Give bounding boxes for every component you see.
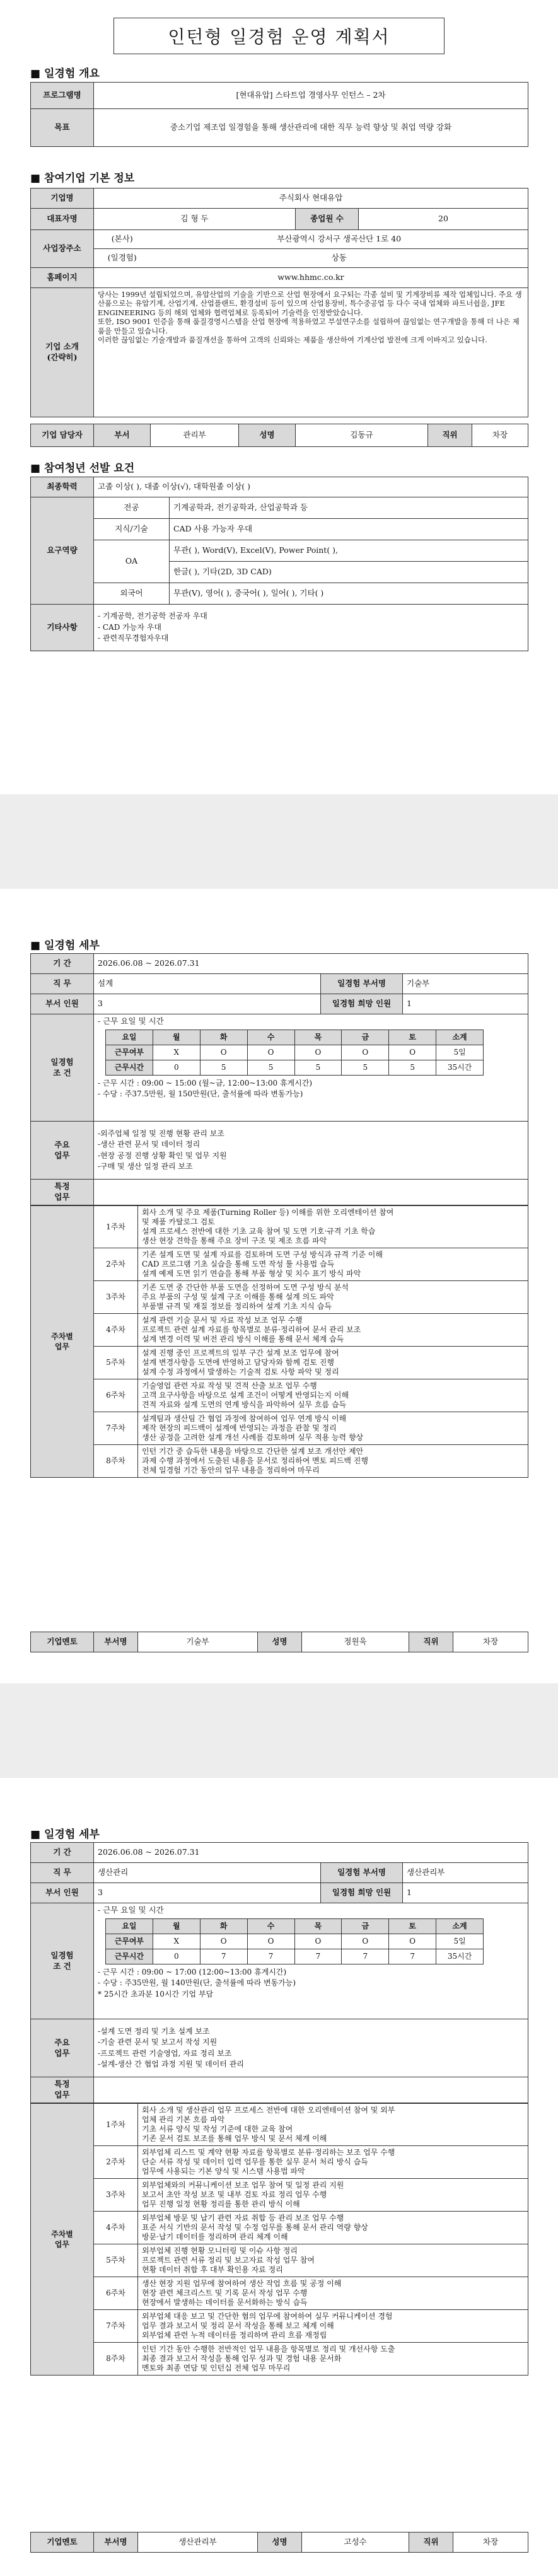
hq-value: 부산광역시 강서구 생곡산단 1로 40 [151,230,528,249]
ceo-label: 대표자명 [31,209,94,230]
week-number: 2주차 [94,2146,138,2179]
mentor-table-2 [30,2532,528,2553]
oa-label: OA [94,540,170,583]
week-task-item: 주요 부품의 구성 및 설계 구조 이해를 통해 설계 의도 파악 [142,1292,334,1301]
youth-heading: ■ 참여청년 선발 요건 [30,459,134,475]
schedule-table [105,1030,484,1076]
page-gap [0,1683,558,1778]
homepage-label: 홈페이지 [31,268,94,288]
hope-label: 일경험 희망 인원 [321,1883,403,1903]
week-task-item: 현황 데이터 취합 후 대부 확인용 자료 정리 [142,2265,283,2274]
week-task-item: 설계팀과 생산팀 간 협업 과정에 참여하여 업무 연계 방식 이해 [142,1414,347,1423]
mentor-label: 기업멘토 [31,2532,94,2553]
sched-head: 소계 [436,1030,484,1045]
mentor-dept-label: 부서명 [94,1632,138,1652]
week-task-item: 설계 변경 이력 및 버전 관리 방식 이해를 통해 문서 체계 습득 [142,1335,344,1343]
week-task-item: 설계 진행 중인 프로젝트의 일부 구간 설계 보조 업무에 참여 [142,1349,339,1357]
week-tasks [138,2310,528,2343]
company-table [30,188,528,417]
week-task-item: 방문·납기 데이터를 정리하며 관리 체계 이해 [142,2232,288,2241]
sched-work-label: 근무여부 [106,1045,153,1060]
week-task-item: 단순 서류 작성 및 데이터 입력 업무를 통한 실무 문서 처리 방식 습득 [142,2157,368,2166]
sched-title: - 근무 요일 및 시간 [98,1016,164,1026]
mentor-title-value: 차장 [453,1632,528,1652]
week-task-item: 업무에 사용되는 기본 양식 및 시스템 사용법 파악 [142,2167,305,2176]
week-number: 8주차 [94,2343,138,2376]
week-number: 6주차 [94,2277,138,2310]
schedule-table [105,1918,484,1964]
week-task-item: 외부업체 관련 누적 데이터를 정리하며 관리 흐름 재정립 [142,2331,327,2340]
oa-value-2: 한글( ), 기타(2D, 3D CAD) [170,562,528,583]
mentor-name-value: 고성수 [302,2532,409,2553]
week-task-item: 인턴 기간 동안 수행한 전반적인 업무 내용을 항목별로 정리 및 개선사항 도출 [142,2345,395,2353]
sched-cell: 35시간 [436,1060,484,1075]
week-tasks [138,2104,528,2146]
week-task-item: 설계 관련 기술 문서 및 자료 작성 보조 업무 수행 [142,1316,303,1325]
week-task-item: 부품별 규격 및 재질 정보를 정리하여 설계 기초 지식 습득 [142,1302,332,1311]
week-task-item: 현장 관련 체크리스트 및 기록 문서 작성 업무 수행 [142,2289,308,2297]
week-task-item: 인턴 기간 중 습득한 내용을 바탕으로 간단한 설계 보조 개선안 제안 [142,1447,364,1456]
sched-cell: 5 [389,1060,436,1075]
sched-cell: 0 [153,1949,200,1964]
sched-head: 수 [247,1030,294,1045]
sched-cell: 7 [342,1949,389,1964]
sched-cell: 35시간 [436,1949,484,1964]
week-task-item: 생산 현장 견학을 통해 주요 장비 구조 및 제조 흐름 파악 [142,1236,327,1245]
week-task-item: 회사 소개 및 생산관리 업무 프로세스 전반에 대한 오리엔테이션 참여 및 외부 [142,2106,395,2115]
hope-label: 일경험 희망 인원 [321,994,403,1014]
duty-value: 설계 [94,974,321,994]
mentor-dept-label: 부서명 [94,2532,138,2553]
sched-note: - 수당 : 주35만원, 월 140만원(단, 출석률에 따라 변동가능) [98,1978,296,1988]
week-task-item: 기술영업 관련 자료 작성 및 견적 산출 보조 업무 수행 [142,1381,317,1390]
sched-cell: 7 [294,1949,342,1964]
mentor-dept-value: 기술부 [138,1632,258,1652]
task-item: -외주업체 일정 및 진행 현황 관리 보조 [98,1128,224,1138]
duty-label: 직 무 [31,1863,94,1883]
week-task-item: 외부업체 방문 및 납기 관련 자료 취합 등 관리 보조 업무 수행 [142,2213,344,2222]
sched-cell: O [342,1934,389,1949]
skill-label: 지식/기술 [94,519,170,540]
week-number: 5주차 [94,1347,138,1379]
page-1 [0,0,558,794]
task-item: -프로젝트 관련 기술영업, 자료 정리 보조 [98,2048,232,2058]
site-label: (일경험) [94,249,151,268]
week-tasks [138,2212,528,2244]
sched-head: 화 [200,1030,247,1045]
sched-note: - 수당 : 주37.5만원, 월 150만원(단, 출석률에 따라 변동가능) [98,1089,303,1099]
week-task-item: 업무 진행 일정 현황 정리를 통한 관리 방식 이해 [142,2200,300,2208]
dept-label: 일경험 부서명 [321,1863,403,1883]
sched-cell: 5일 [436,1045,484,1060]
sched-head: 목 [294,1030,342,1045]
hope-value: 1 [403,1883,528,1903]
detail-heading-1: ■ 일경험 세부 [30,936,100,952]
contact-person-label: 성명 [239,424,296,447]
employees-label: 종업원 수 [296,209,359,230]
sched-head: 월 [153,1030,200,1045]
week-tasks [138,1314,528,1347]
week-task-item: 현장에서 발생하는 데이터를 문서화하는 방식 습득 [142,2298,308,2307]
major-value: 기계공학과, 전기공학과, 산업공학과 등 [170,497,528,519]
sched-head: 토 [389,1030,436,1045]
sched-head: 월 [153,1918,200,1934]
company-contact-table [30,424,528,447]
overview-table [30,82,528,147]
week-task-item: 설계 프로세스 전반에 대한 기초 교육 참여 및 도면 기호·규격 기초 학습 [142,1227,376,1236]
contact-dept-label: 부서 [94,424,151,447]
week-task-item: 생산 공정을 고려한 설계 개선 사례를 검토하며 실무 적용 능력 향상 [142,1433,364,1442]
week-task-item: 기존 문서 검토 보조를 통해 업무 방식 및 문서 체계 이해 [142,2134,327,2143]
req-label: 요구역량 [31,497,94,605]
sched-head: 요일 [106,1918,153,1934]
sched-head: 목 [294,1918,342,1934]
week-task-item: 제작 현장의 피드백이 설계에 반영되는 과정을 관찰 및 정리 [142,1424,337,1432]
sched-cell: X [153,1934,200,1949]
week-task-item: 고객 요구사항을 바탕으로 설계 조건이 어떻게 반영되는지 이해 [142,1391,349,1400]
address-label: 사업장주소 [31,230,94,268]
special-value [94,1180,528,1205]
week-tasks [138,2146,528,2179]
duty-value: 생산관리 [94,1863,321,1883]
week-number: 2주차 [94,1248,138,1281]
sched-cell: 5 [294,1060,342,1075]
sched-title: - 근무 요일 및 시간 [98,1905,164,1915]
week-number: 5주차 [94,2244,138,2277]
week-task-item: 기존 설계 도면 및 설계 자료를 검토하며 도면 구성 방식과 규격 기준 이해 [142,1250,383,1259]
dept-value: 기술부 [403,974,528,994]
sched-cell: O [200,1934,247,1949]
tasks-label: 주요 업무 [31,2019,94,2077]
contact-label: 기업 담당자 [31,424,94,447]
week-task-item: 프로젝트 관련 설계 자료를 항목별로 분류·정리하여 문서 관리 보조 [142,1325,361,1334]
sched-cell [94,1903,528,2019]
company-name-value: 주식회사 현대유압 [94,189,528,209]
week-task-item: 보고서 초안 작성 보조 및 내부 검토 자료 정리 업무 수행 [142,2190,327,2199]
etc-item: - 기계공학, 전기공학 전공자 우대 [98,612,207,621]
sched-hours-label: 근무시간 [106,1060,153,1075]
week-task-item: CAD 프로그램 기초 실습을 통해 도면 작성 툴 사용법 습득 [142,1260,335,1268]
lang-label: 외국어 [94,583,170,605]
duty-label: 직 무 [31,974,94,994]
etc-item: - CAD 가능자 우대 [98,622,161,632]
count-value: 3 [94,1883,321,1903]
week-number: 3주차 [94,2179,138,2212]
week-tasks [138,1281,528,1314]
week-tasks [138,1412,528,1445]
week-tasks [138,1445,528,1478]
mentor-title-label: 직위 [409,1632,453,1652]
week-task-item: 최종 결과 보고서 작성을 통해 업무 성과 및 경험 내용 문서화 [142,2354,342,2363]
week-number: 3주차 [94,1281,138,1314]
week-task-item: 업체 관리 기본 흐름 파악 [142,2115,225,2124]
week-task-item: 업무 결과 보고서 및 정리 문서 작성을 통해 보고 체계 이해 [142,2321,334,2330]
count-value: 3 [94,994,321,1014]
lang-value: 무관(V), 영어( ), 중국어( ), 일어( ), 기타( ) [170,583,528,605]
week-task-item: 전체 일경험 기간 동안의 업무 내용을 정리하여 마무리 [142,1466,320,1475]
sched-note: * 25시간 초과분 10시간 기업 부담 [98,1989,214,1999]
week-number: 8주차 [94,1445,138,1478]
goal-value: 중소기업 제조업 일경험을 통해 생산관리에 대한 직무 능력 향상 및 취업 역량 강화 [94,109,528,147]
sched-cell: 7 [389,1949,436,1964]
week-task-item: 설계 변경사항을 도면에 반영하고 담당자와 함께 검토 진행 [142,1358,334,1367]
special-label: 특정 업무 [31,2077,94,2103]
dept-value: 생산관리부 [403,1863,528,1883]
contact-title-value: 차장 [472,424,528,447]
week-tasks [138,2244,528,2277]
week-task-item: 견적 자료와 설계 도면의 연계 방식을 파악하여 실무 흐름 습득 [142,1400,347,1409]
edu-value: 고졸 이상( ), 대졸 이상(√), 대학원졸 이상( ) [94,477,528,497]
sched-cell: 7 [247,1949,294,1964]
edu-label: 최종학력 [31,477,94,497]
contact-dept-value: 관리부 [151,424,239,447]
employees-value: 20 [359,209,528,230]
week-tasks [138,2179,528,2212]
document-title: 인턴형 일경험 운영 계획서 [113,18,445,54]
hq-label: (본사) [94,230,151,249]
week-task-item: 설계 수정 과정에서 발생하는 기술적 검토 사항 파악 및 정리 [142,1367,339,1376]
sched-cell: O [247,1045,294,1060]
sched-cell: O [389,1045,436,1060]
mentor-title-value: 차장 [453,2532,528,2553]
sched-head: 수 [247,1918,294,1934]
sched-cell: O [389,1934,436,1949]
special-value [94,2077,528,2103]
period-label: 기 간 [31,1843,94,1863]
sched-head: 소계 [436,1918,484,1934]
contact-title-label: 직위 [428,424,472,447]
week-number: 7주차 [94,1412,138,1445]
page-gap [0,794,558,889]
week-number: 1주차 [94,2104,138,2146]
task-item: -구매 및 생산 일정 관리 보조 [98,1161,193,1171]
week-number: 1주차 [94,1206,138,1248]
task-item: -기술 관련 문서 및 보고서 작성 지원 [98,2038,218,2047]
sched-cell: O [247,1934,294,1949]
week-number: 4주차 [94,1314,138,1347]
skill-value: CAD 사용 가능자 우대 [170,519,528,540]
homepage-value: www.hhmc.co.kr [94,268,528,288]
sched-head: 화 [200,1918,247,1934]
page-2 [0,889,558,1683]
site-value: 상동 [151,249,528,268]
sched-cell: O [294,1934,342,1949]
week-task-item: 외부업체 리스트 및 계약 현황 자료를 항목별로 분류·정리하는 보조 업무 수행 [142,2148,395,2157]
week-task-item: 멘토와 최종 면담 및 인턴십 전체 업무 마무리 [142,2364,291,2372]
overview-heading: ■ 일경험 개요 [30,64,100,80]
intro-label: 기업 소개 (간략히) [31,288,94,417]
period-value: 2026.06.08 ~ 2026.07.31 [94,954,528,974]
weekly-label: 주차별 업무 [31,2104,94,2376]
week-task-item: 설계 예제 도면 읽기 연습을 통해 부품 형상 및 치수 표기 방식 파악 [142,1269,361,1278]
weekly-table-2 [30,2103,528,2376]
week-task-item: 기존 도면 중 간단한 부품 도면을 선정하여 도면 구성 방식 분석 [142,1283,349,1292]
week-tasks [138,1347,528,1379]
sched-cell: O [342,1045,389,1060]
week-tasks [138,2277,528,2310]
plan-table-2 [30,1842,528,2103]
sched-head: 금 [342,1030,389,1045]
sched-hours-label: 근무시간 [106,1949,153,1964]
count-label: 부서 인원 [31,1883,94,1903]
contact-person-value: 김동규 [296,424,428,447]
company-heading: ■ 참여기업 기본 정보 [30,169,134,185]
sched-head: 토 [389,1918,436,1934]
intro-value: 당사는 1999년 설립되었으며, 유압산업의 기술을 기반으로 산업 현장에서 요구되는 각종 설비 및 기계장비류 제작 업체입니다. 주요 생산품으로는 유압기계, 산업기계, 산업플랜트, 환경설비 등이 있으며 산업용장비, 특수중공업 등 다수 국내 업체와 파트너쉽을, JFE ENGINEERING 등의 해외 업체와 협력업체로 등록되어 기술력을 인정받았습니다. 또한, ISO 9001 인증을 통해 품질경영시스템을 산업 현장에 적용하였고 부설연구소를 설립하여 끊임없는 연구개발을 통해 더 나은 제품을 만들고 있습니다. 이러한 끊임없는 기술개발과 품질개선을 통하여 고객의 신뢰와는 제품을 생산하여 기계산업 발전에 크게 이바지고 있습니다. [94,288,528,417]
period-value: 2026.06.08 ~ 2026.07.31 [94,1843,528,1863]
tasks-list [94,2019,528,2077]
week-task-item: 외부업체 진행 현황 모니터링 및 이슈 사항 정리 [142,2246,298,2255]
week-task-item: 프로젝트 관련 서류 정리 및 보고자료 작성 업무 참여 [142,2256,315,2265]
mentor-name-label: 성명 [258,1632,302,1652]
special-label: 특정 업무 [31,1180,94,1205]
major-label: 전공 [94,497,170,519]
plan-table-1 [30,953,528,1205]
week-task-item: 기초 서류 양식 및 작성 기준에 대한 교육 참여 [142,2125,293,2133]
dept-label: 일경험 부서명 [321,974,403,994]
sched-label: 일경험 조 건 [31,1014,94,1122]
mentor-table-1 [30,1632,528,1652]
task-item: -설계-생산 간 협업 과정 지원 및 데이터 관리 [98,2059,244,2068]
week-number: 4주차 [94,2212,138,2244]
weekly-label: 주차별 업무 [31,1206,94,1478]
sched-cell [94,1014,528,1122]
sched-cell: O [200,1045,247,1060]
oa-value-1: 무관( ), Word(V), Excel(V), Power Point( ), [170,540,528,562]
sched-head: 금 [342,1918,389,1934]
sched-note: - 근무 시간 : 09:00 ~ 17:00 (12:00~13:00 휴게시간) [98,1967,287,1976]
sched-head: 요일 [106,1030,153,1045]
task-item: -생산 관련 문서 및 데이터 정리 [98,1140,201,1149]
mentor-name-label: 성명 [258,2532,302,2553]
page-3 [0,1778,558,2576]
mentor-dept-value: 생산관리부 [138,2532,258,2553]
mentor-name-value: 정원욱 [302,1632,409,1652]
detail-heading-2: ■ 일경험 세부 [30,1825,100,1841]
sched-cell: 5 [342,1060,389,1075]
sched-work-label: 근무여부 [106,1934,153,1949]
goal-label: 목표 [31,109,94,147]
sched-cell: X [153,1045,200,1060]
program-label: 프로그램명 [31,83,94,109]
week-tasks [138,2343,528,2376]
tasks-list [94,1122,528,1180]
etc-list [94,605,528,651]
sched-note: - 근무 시간 : 09:00 ~ 15:00 (월~금, 12:00~13:00 휴게시간) [98,1078,313,1088]
sched-cell: 0 [153,1060,200,1075]
count-label: 부서 인원 [31,994,94,1014]
mentor-title-label: 직위 [409,2532,453,2553]
week-tasks [138,1379,528,1412]
week-number: 6주차 [94,1379,138,1412]
sched-cell: 5일 [436,1934,484,1949]
sched-label: 일경험 조 건 [31,1903,94,2019]
tasks-label: 주요 업무 [31,1122,94,1180]
week-task-item: 표준 서식 기반의 문서 작성 및 수정 업무를 통해 문서 관리 역량 향상 [142,2223,368,2232]
mentor-label: 기업멘토 [31,1632,94,1652]
etc-label: 기타사항 [31,605,94,651]
period-label: 기 간 [31,954,94,974]
company-name-label: 기업명 [31,189,94,209]
week-tasks [138,1206,528,1248]
week-task-item: 생산 현장 지원 업무에 참여하여 생산 작업 흐름 및 공정 이해 [142,2279,342,2288]
program-value: [현대유압] 스타트업 경영사무 인턴스 – 2차 [94,83,528,109]
week-task-item: 회사 소개 및 주요 제품(Turning Roller 등) 이해를 위한 오리엔테이션 참여 [142,1208,394,1217]
week-task-item: 과제 수행 과정에서 도출된 내용을 문서로 정리하여 멘토 피드백 진행 [142,1456,368,1465]
etc-item: - 관련직무경험자우대 [98,634,169,643]
youth-table [30,477,528,651]
sched-cell: 5 [200,1060,247,1075]
ceo-value: 김 형 두 [94,209,296,230]
task-item: -현장 공정 진행 상황 확인 및 업무 지원 [98,1151,227,1160]
sched-cell: 5 [247,1060,294,1075]
week-number: 7주차 [94,2310,138,2343]
sched-cell: O [294,1045,342,1060]
week-task-item: 외부업체 대응 보고 및 간단한 협의 업무에 참여하여 실무 커뮤니케이션 경험 [142,2312,393,2321]
week-task-item: 외부업체와의 커뮤니케이션 보조 업무 참여 및 일정 관리 지원 [142,2181,344,2190]
week-tasks [138,1248,528,1281]
hope-value: 1 [403,994,528,1014]
sched-cell: 7 [200,1949,247,1964]
weekly-table-1 [30,1205,528,1478]
week-task-item: 및 제품 카탈로그 검토 [142,1217,215,1226]
task-item: -설계 도면 정리 및 기초 설계 보조 [98,2026,210,2036]
